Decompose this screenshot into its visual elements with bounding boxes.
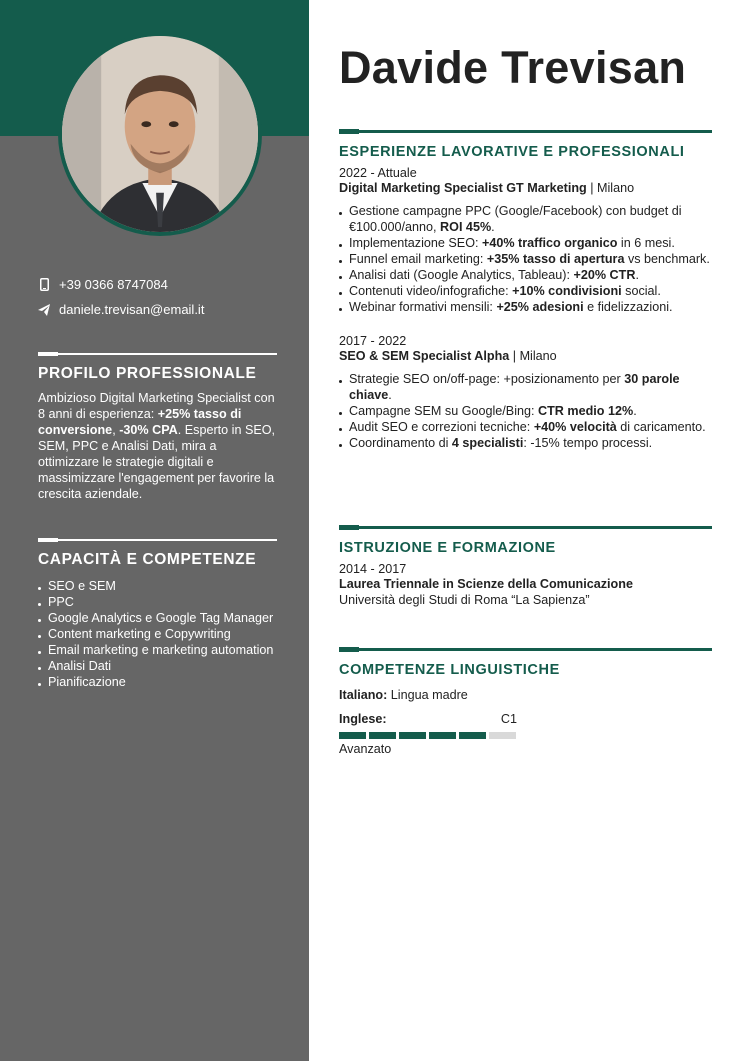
section-divider [38,538,278,542]
language-native: Italiano: Lingua madre [339,688,468,702]
list-item: Pianificazione [38,674,278,690]
job-bullets [339,203,712,315]
skills-list [38,578,278,690]
rating-segment [339,732,366,739]
language-english [339,712,517,726]
job-period: 2017 - 2022 [339,334,407,348]
list-item: Email marketing e marketing automation [38,642,278,658]
skills-title: CAPACITÀ E COMPETENZE [38,551,257,568]
rating-segment [489,732,516,739]
rating-segment [429,732,456,739]
rating-segment [459,732,486,739]
rating-segment [369,732,396,739]
experience-section [339,129,712,451]
list-item: Gestione campagne PPC (Google/Facebook) con budget di €100.000/anno, ROI 45%. [339,203,712,235]
list-item: Contenuti video/infografiche: +10% condivisioni social. [339,283,712,299]
education-degree: Laurea Triennale in Scienze della Comunicazione [339,577,633,591]
languages-section [339,647,712,756]
list-item: Campagne SEM su Google/Bing: CTR medio 12%. [339,403,712,419]
section-divider [339,647,712,652]
education-school: Università degli Studi di Roma “La Sapienza” [339,593,590,607]
job-entry [339,334,712,451]
education-period: 2014 - 2017 [339,562,407,576]
languages-title: COMPETENZE LINGUISTICHE [339,662,560,678]
profile-photo [58,32,262,236]
list-item: Webinar formativi mensili: +25% adesioni e fidelizzazioni. [339,299,712,315]
language-english-label: Inglese: [339,712,387,726]
section-divider [38,352,278,356]
section-divider [339,129,712,134]
profile-section [38,352,278,502]
language-english-level: C1 [500,712,517,726]
phone-text[interactable]: +39 0366 8747084 [59,277,168,292]
experience-title: ESPERIENZE LAVORATIVE E PROFESSIONALI [339,144,685,160]
contact-block [38,272,288,322]
contact-email [38,297,288,322]
contact-phone [38,272,288,297]
phone-icon [38,278,50,292]
rating-segment [399,732,426,739]
list-item: Content marketing e Copywriting [38,626,278,642]
list-item: Implementazione SEO: +40% traffico organico in 6 mesi. [339,235,712,251]
language-rating-bar [339,732,712,739]
job-entry [339,166,712,315]
section-divider [339,525,712,530]
language-english-desc: Avanzato [339,742,392,756]
education-title: ISTRUZIONE E FORMAZIONE [339,540,556,556]
education-section [339,525,712,608]
sidebar [0,0,309,1061]
job-role: SEO & SEM Specialist Alpha | Milano [339,349,557,363]
list-item: Google Analytics e Google Tag Manager [38,610,278,626]
list-item: Strategie SEO on/off-page: +posizionamento per 30 parole chiave. [339,371,712,403]
list-item: PPC [38,594,278,610]
list-item: Audit SEO e correzioni tecniche: +40% velocità di caricamento. [339,419,712,435]
list-item: Analisi Dati [38,658,278,674]
skills-section [38,538,278,690]
list-item: Analisi dati (Google Analytics, Tableau): +20% CTR. [339,267,712,283]
job-role: Digital Marketing Specialist GT Marketing | Milano [339,181,635,195]
email-link[interactable]: daniele.trevisan@email.it [59,302,205,317]
job-period: 2022 - Attuale [339,166,417,180]
list-item: Coordinamento di 4 specialisti: -15% tempo processi. [339,435,712,451]
job-bullets [339,371,712,451]
send-icon [38,303,50,317]
candidate-name: Davide Trevisan [339,42,687,93]
list-item: SEO e SEM [38,578,278,594]
profile-title: PROFILO PROFESSIONALE [38,365,257,382]
profile-summary: Ambizioso Digital Marketing Specialist con 8 anni di esperienza: +25% tasso di conversione, -30% CPA. Esperto in SEO, SEM, PPC e Analisi Dati, mira a ottimizzare le strategie digitali e massimizzare l'engagement per favorire la crescita aziendale. [38,391,276,501]
list-item: Funnel email marketing: +35% tasso di apertura vs benchmark. [339,251,712,267]
